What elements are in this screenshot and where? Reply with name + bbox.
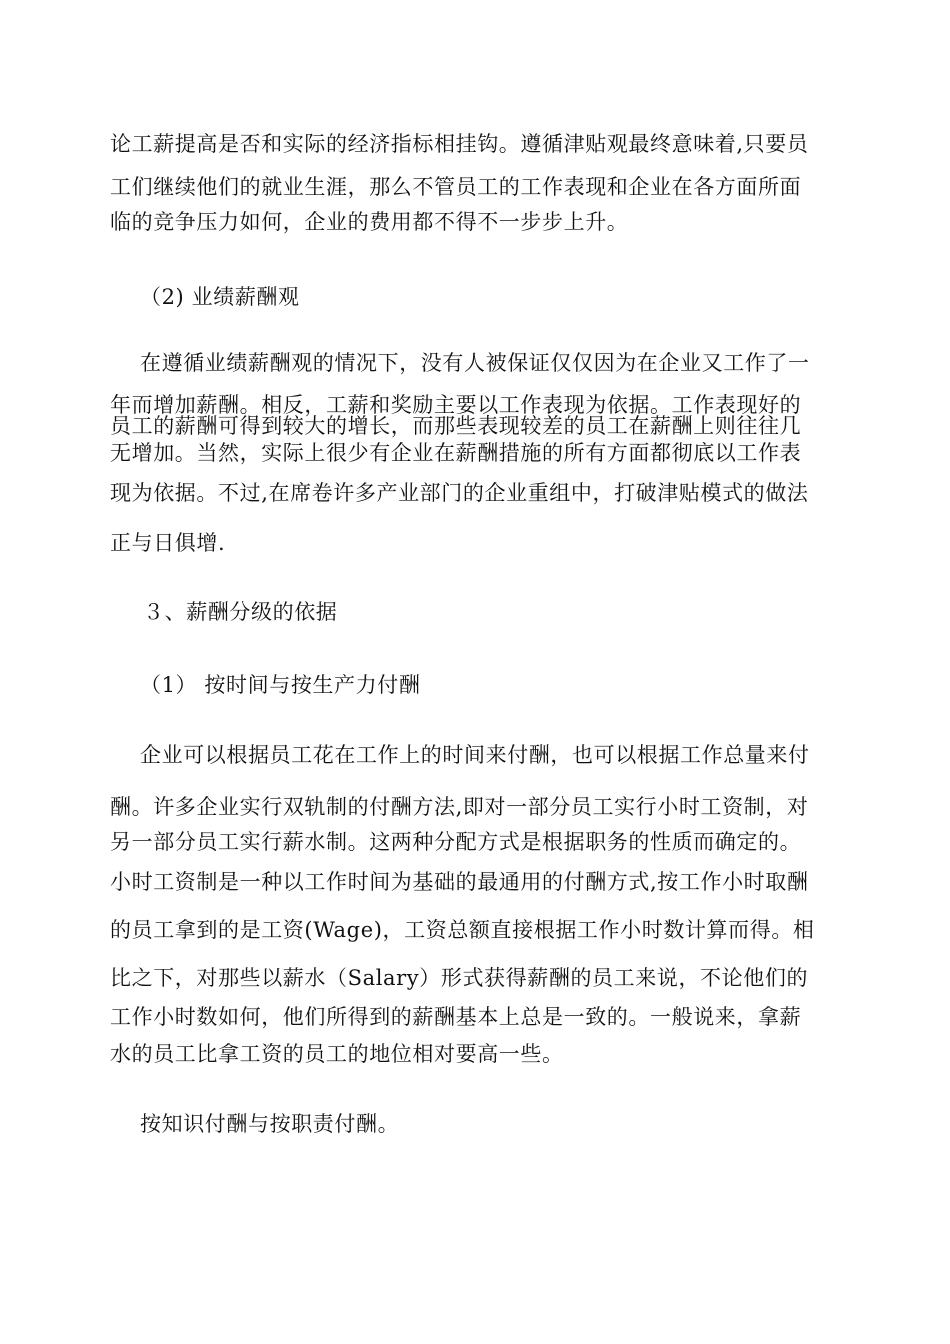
text-line: 临的竞争压力如何，企业的费用都不得不一步步上升。 bbox=[110, 210, 629, 234]
text-line: 企业可以根据员工花在工作上的时间来付酬，也可以根据工作总量来付 bbox=[140, 743, 810, 767]
text-line: 员工的薪酬可得到较大的增长，而那些表现较差的员工在薪酬上则往往几 bbox=[110, 414, 802, 438]
text-line: 年而增加薪酬。相反，工薪和奖励主要以工作表现为依据。工作表现好的 bbox=[110, 393, 802, 417]
text-line: 酬。许多企业实行双轨制的付酬方法,即对一部分员工实行小时工资制，对 bbox=[110, 795, 809, 819]
section-heading: ３、薪酬分级的依据 bbox=[143, 600, 338, 624]
text-line: 比之下，对那些以薪水（Salary）形式获得薪酬的员工来说，不论他们的 bbox=[110, 966, 809, 990]
text-line: 在遵循业绩薪酬观的情况下，没有人被保证仅仅因为在企业又工作了一 bbox=[140, 351, 810, 375]
text-line: 现为依据。不过,在席卷许多产业部门的企业重组中，打破津贴模式的做法 bbox=[110, 481, 809, 505]
text-line: 工们继续他们的就业生涯，那么不管员工的工作表现和企业在各方面所面 bbox=[110, 175, 802, 199]
text-line: 水的员工比拿工资的员工的地位相对要高一些。 bbox=[110, 1042, 564, 1066]
text-line: 正与日俱增. bbox=[110, 531, 226, 555]
section-heading: （2) 业绩薪酬观 bbox=[140, 285, 300, 309]
text-line: 小时工资制是一种以工作时间为基础的最通用的付酬方式,按工作小时取酬 bbox=[110, 870, 809, 894]
text-line: 无增加。当然，实际上很少有企业在薪酬措施的所有方面都彻底以工作表 bbox=[110, 441, 802, 465]
text-line: 的员工拿到的是工资(Wage)，工资总额直接根据工作小时数计算而得。相 bbox=[110, 918, 815, 942]
text-line: 工作小时数如何，他们所得到的薪酬基本上总是一致的。一般说来，拿薪 bbox=[110, 1005, 802, 1029]
subsection-heading: （1） 按时间与按生产力付酬 bbox=[140, 673, 421, 697]
text-line: 论工薪提高是否和实际的经济指标相挂钩。遵循津贴观最终意味着,只要员 bbox=[110, 132, 809, 156]
text-line: 另一部分员工实行薪水制。这两种分配方式是根据职务的性质而确定的。 bbox=[110, 830, 802, 854]
text-line: 按知识付酬与按职责付酬。 bbox=[140, 1112, 400, 1136]
